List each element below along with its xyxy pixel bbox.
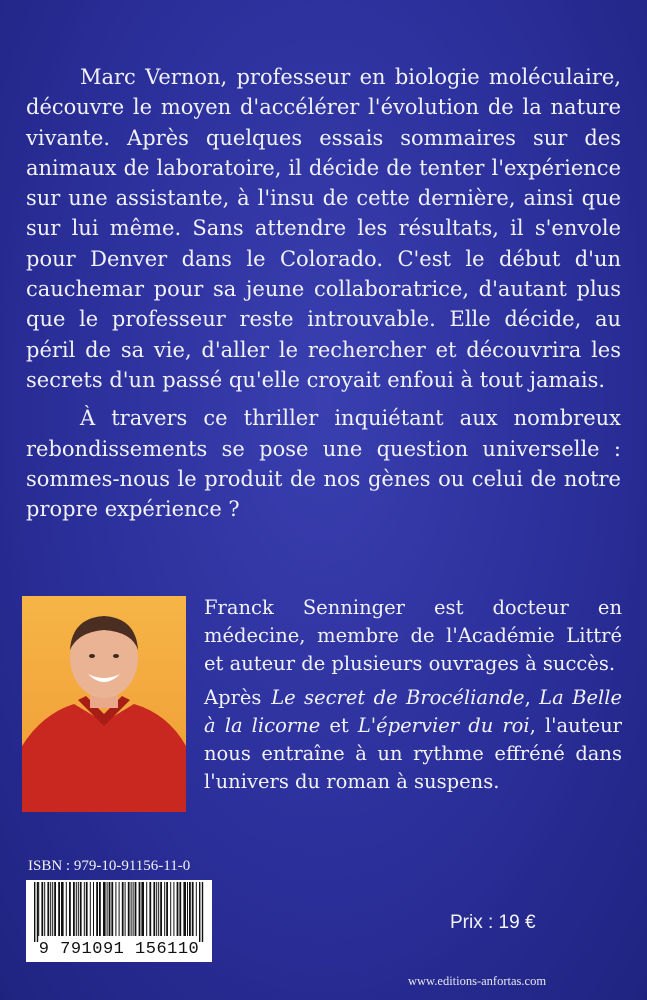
barcode-bars (26, 880, 212, 942)
author-photo (22, 596, 186, 812)
author-portrait-illustration (22, 596, 186, 812)
bio-outro: , l'auteur nous entraîne à un rythme effréné dans l'univers du roman à suspens. (204, 714, 622, 793)
bio-intro: Après (204, 686, 262, 709)
author-bio-paragraph-2 (204, 684, 622, 796)
isbn-label: ISBN : 979-10-91156-11-0 (28, 858, 191, 874)
author-bio (204, 594, 622, 802)
barcode (26, 880, 212, 962)
synopsis (26, 62, 621, 532)
price: Prix : 19 € (450, 912, 536, 933)
book-title-1: Le secret de Brocéliande (271, 686, 525, 709)
barcode-digits: 9 791091 156110 (38, 940, 200, 959)
book-title-3: L'épervier du roi (357, 714, 530, 737)
bio-separator-2: et (320, 714, 358, 737)
author-bio-paragraph-1: Franck Senninger est docteur en médecine, membre de l'Académie Littré et auteur de plusieurs ouvrages à succès. (204, 596, 622, 675)
publisher-website: www.editions-anfortas.com (408, 974, 547, 988)
synopsis-paragraph-1: Marc Vernon, professeur en biologie moléculaire, découvre le moyen d'accélérer l'évolution de la nature vivante. Après quelques essais sommaires sur des animaux de laboratoire, il décide de tenter l'expérience sur une assistante, à l'insu de cette dernière, ainsi que sur lui même. Sans attendre les résultats, il s'envole pour Denver dans le Colorado. C'est le début d'un cauchemar pour sa jeune collaboratrice, d'autant plus que le professeur reste introuvable. Elle décide, au péril de sa vie, d'aller le rechercher et découvrira les secrets d'un passé qu'elle croyait enfoui à tout jamais. (26, 65, 621, 392)
synopsis-paragraph-2: À travers ce thriller inquiétant aux nombreux rebondissements se pose une question universelle : sommes-nous le produit de nos gènes ou celui de notre propre expérience ? (26, 406, 621, 522)
bio-separator-1: , (524, 686, 540, 709)
book-title-2: La Belle à la licorne (204, 686, 622, 737)
